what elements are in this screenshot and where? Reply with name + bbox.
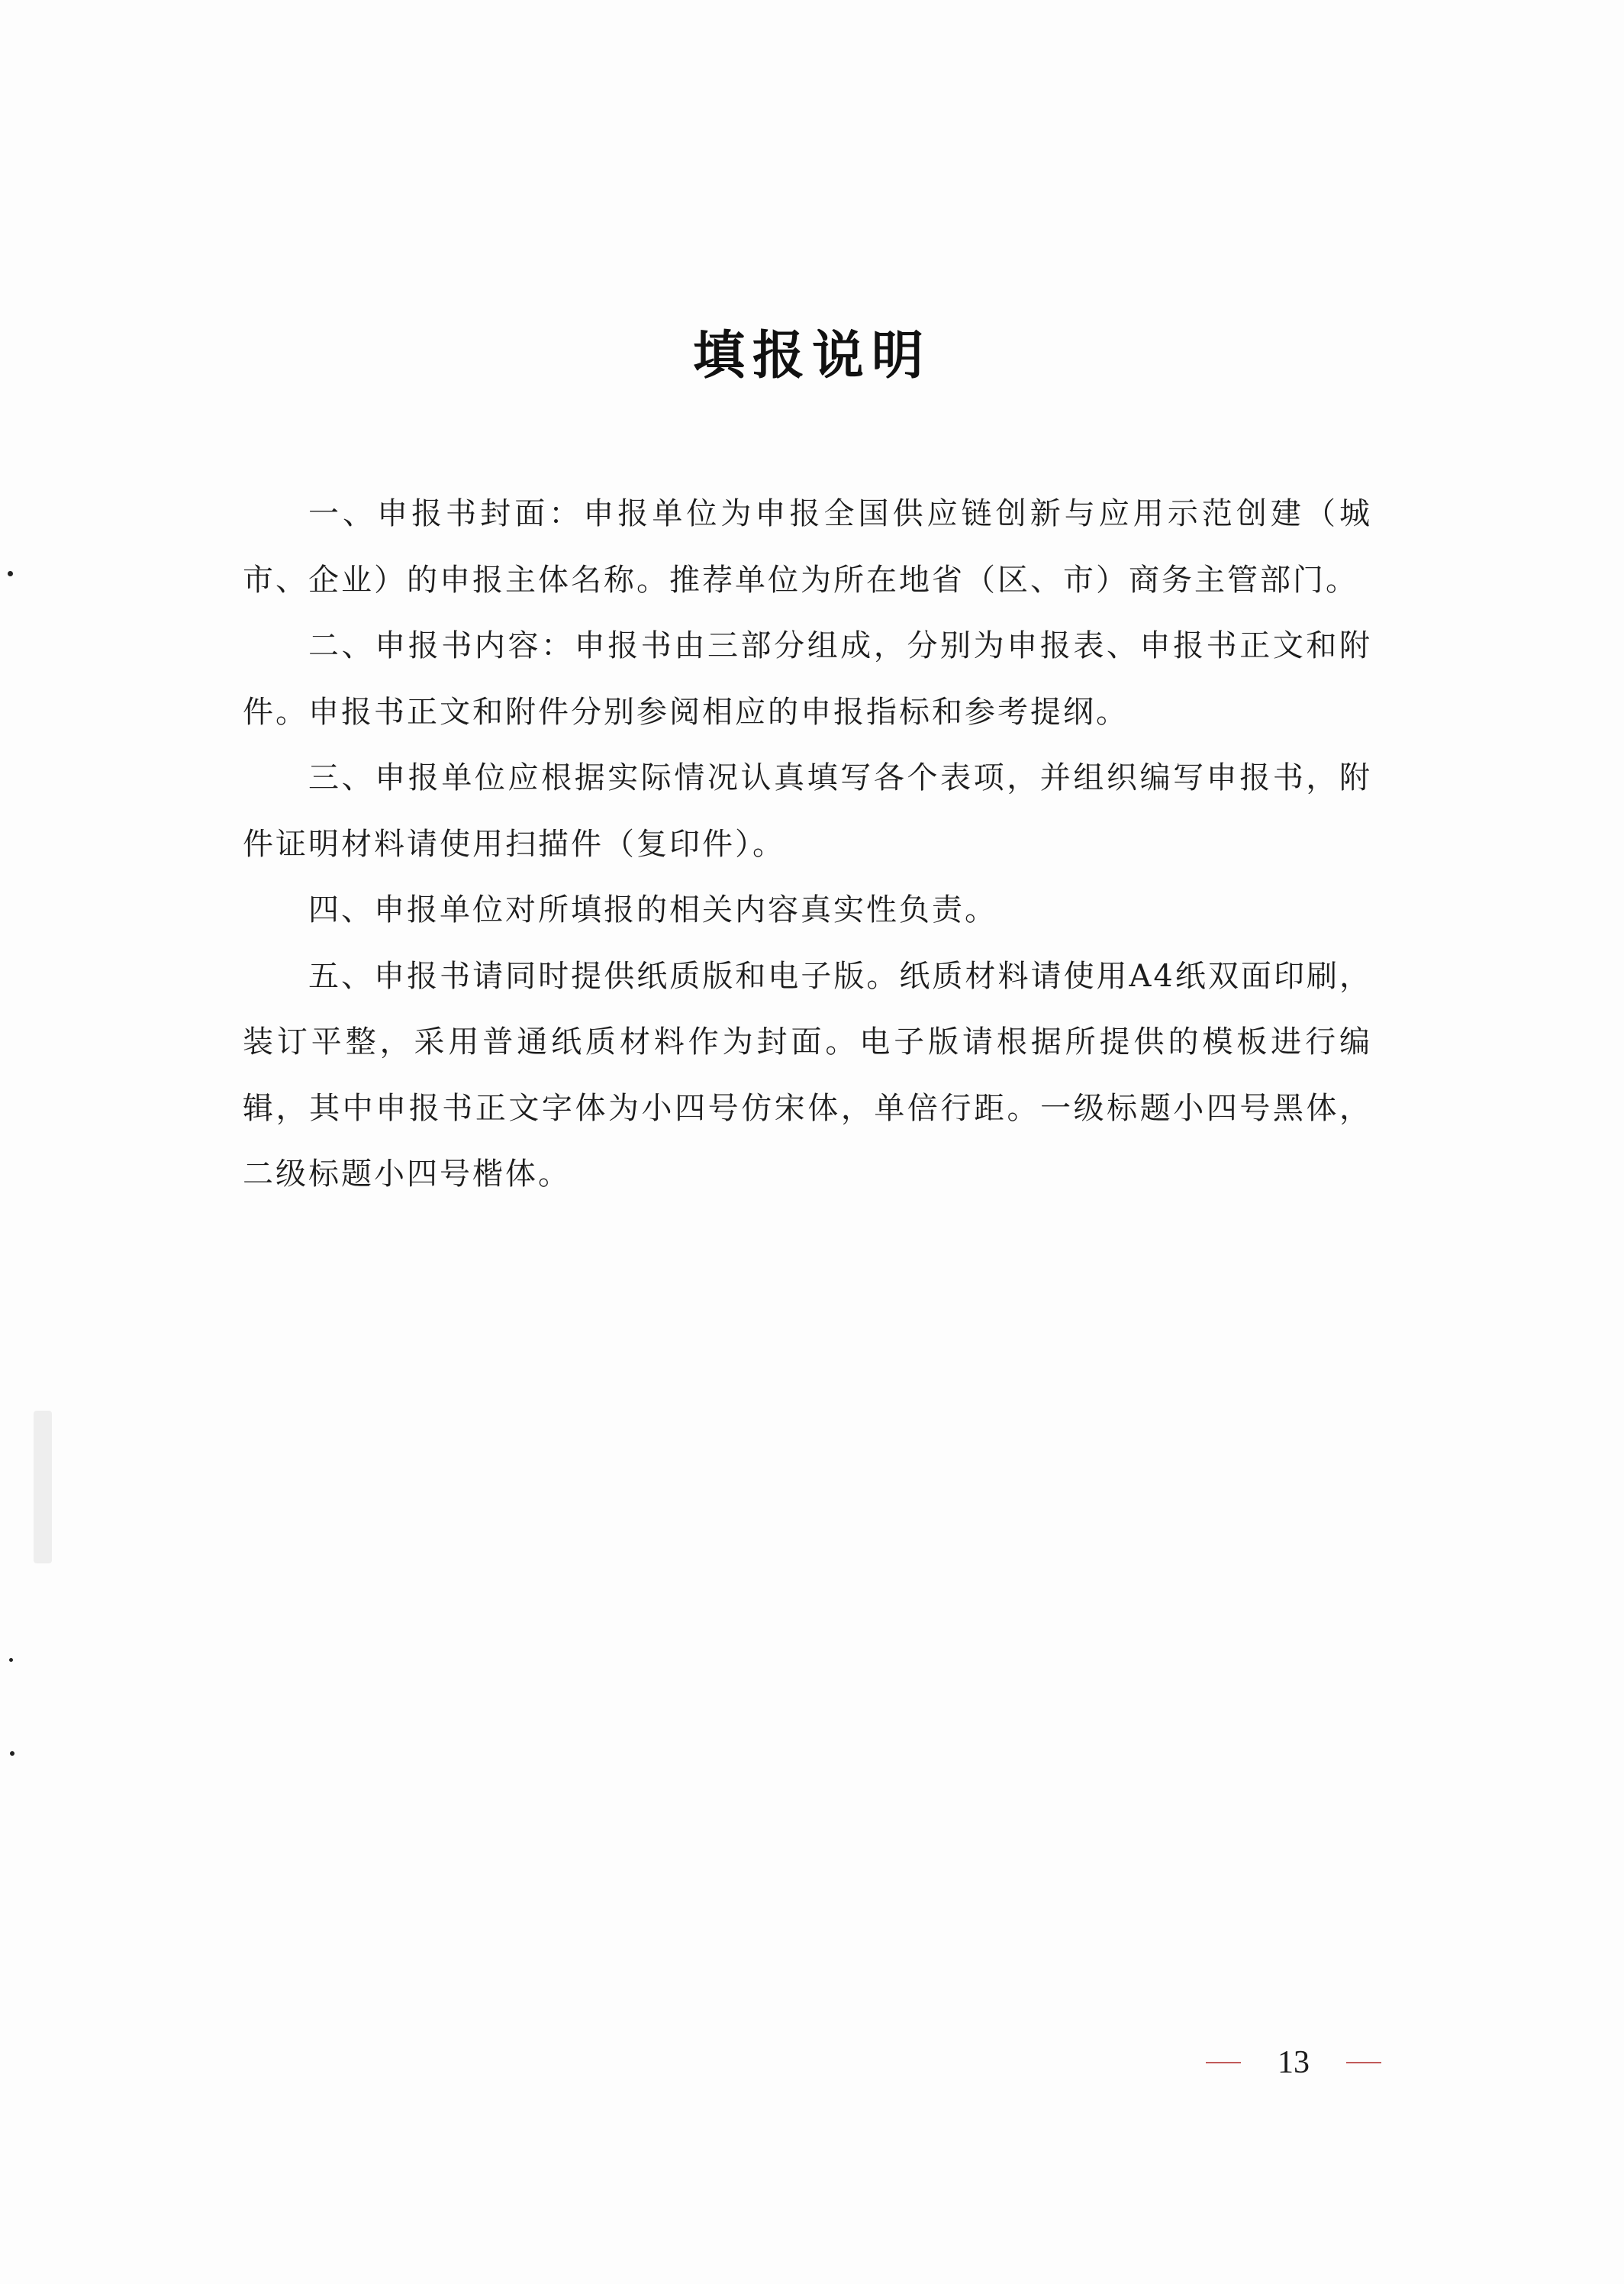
document-title: 填报说明 (692, 326, 931, 386)
paragraph-content: 二、申报书内容：申报书由三部分组成，分别为申报表、申报书正文和附件。申报书正文和附件分别参阅相应的申报指标和参考提纲。 (243, 628, 1372, 730)
paragraph-format: 五、申报书请同时提供纸质版和电子版。纸质材料请使用A4纸双面印刷，装订平整，采用普通纸质材料作为封面。电子版请根据所提供的模板进行编辑，其中申报书正文字体为小四号仿宋体，单倍行距。一级标题小四号黑体，二级标题小四号楷体。 (243, 958, 1372, 1192)
paragraph-authenticity: 四、申报单位对所填报的相关内容真实性负责。 (308, 892, 997, 927)
paragraph-fill-requirements: 三、申报单位应根据实际情况认真填写各个表项，并组织编写申报书，附件证明材料请使用扫描件（复印件）。 (243, 760, 1372, 862)
scan-speck (9, 1658, 13, 1662)
scan-shade (34, 1411, 52, 1563)
scan-speck (8, 571, 13, 576)
footer-dash-right (1346, 2062, 1381, 2063)
footer-dash-left (1206, 2062, 1241, 2063)
page-footer (1206, 2040, 1381, 2086)
scan-speck (10, 1751, 14, 1756)
paragraph-cover: 一、申报书封面：申报单位为申报全国供应链创新与应用示范创建（城市、企业）的申报主体名称。推荐单位为所在地省（区、市）商务主管部门。 (243, 496, 1372, 598)
page-number: 13 (1278, 2045, 1310, 2080)
document-body (243, 481, 1372, 1208)
